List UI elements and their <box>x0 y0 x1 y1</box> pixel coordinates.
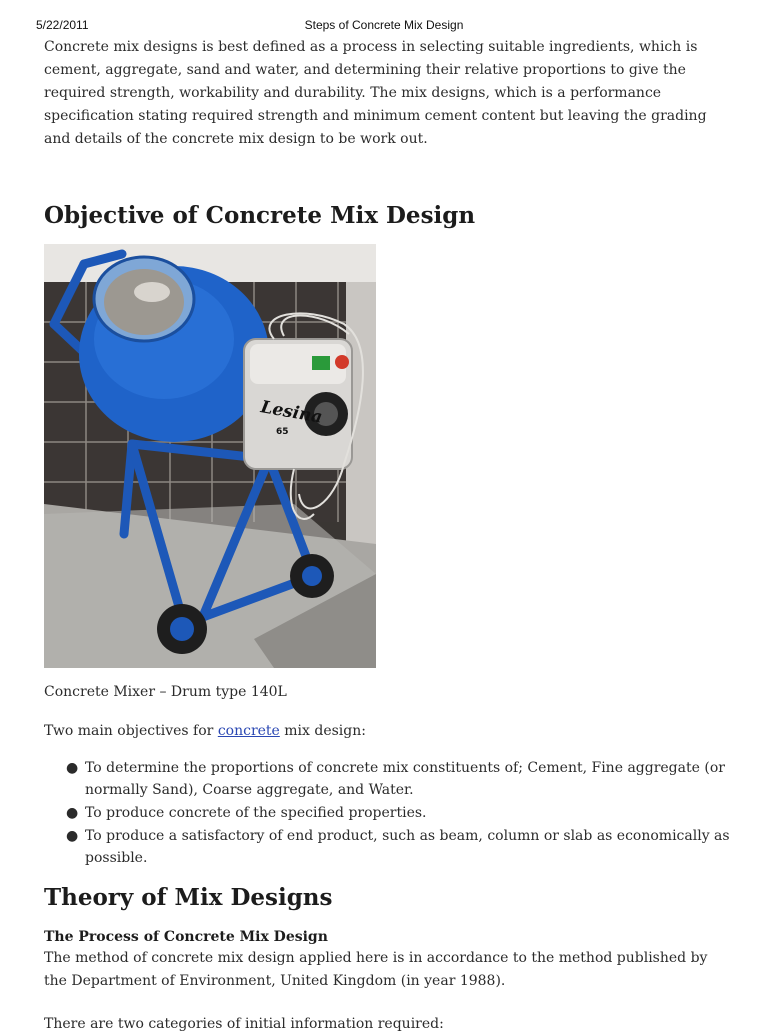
list-item <box>44 757 734 801</box>
list-item <box>44 825 734 869</box>
print-date: 5/22/2011 <box>36 18 89 32</box>
concrete-link[interactable]: concrete <box>217 723 280 739</box>
lead-text-after: mix design: <box>279 723 366 739</box>
bullet-icon: ● <box>66 760 79 776</box>
intro-paragraph: Concrete mix designs is best defined as a process in selecting suitable ingredients, which is cement, aggregate, sand and water, and determining their relative proportions to give the required strength, workability and durability. The mix designs, which is a performance specification stating required strength and minimum cement content but leaving the grading and details of the concrete mix design to be work out. <box>44 39 707 147</box>
model-text: 65 <box>276 427 289 437</box>
concrete-mixer-photo <box>44 244 376 668</box>
brand-text: Lesina <box>259 397 324 428</box>
list-item <box>44 802 734 824</box>
mixer-illustration <box>44 244 376 668</box>
print-title: Steps of Concrete Mix Design <box>304 18 464 32</box>
bullet-icon: ● <box>66 828 79 844</box>
objective-heading: Objective of Concrete Mix Design <box>44 202 476 229</box>
process-paragraph: The method of concrete mix design applied here is in accordance to the method published by the Department of Environment, United Kingdom (in year 1988). <box>44 950 708 989</box>
bullet-icon: ● <box>66 805 79 821</box>
categories-line: There are two categories of initial information required: <box>44 1016 444 1032</box>
theory-heading: Theory of Mix Designs <box>44 884 333 911</box>
print-header <box>0 18 768 36</box>
list-item-text: To produce concrete of the specified properties. <box>85 805 427 821</box>
lead-text-before: Two main objectives for <box>44 723 218 739</box>
objectives-list <box>44 757 734 869</box>
image-caption: Concrete Mixer – Drum type 140L <box>44 684 287 700</box>
objectives-lead <box>44 720 734 743</box>
article-body <box>44 36 734 1036</box>
process-subheading: The Process of Concrete Mix Design <box>44 929 328 945</box>
list-item-text: To produce a satisfactory of end product, such as beam, column or slab as economically as possible. <box>85 828 730 866</box>
list-item-text: To determine the proportions of concrete mix constituents of; Cement, Fine aggregate (or normally Sand), Coarse aggregate, and Water. <box>85 760 725 798</box>
